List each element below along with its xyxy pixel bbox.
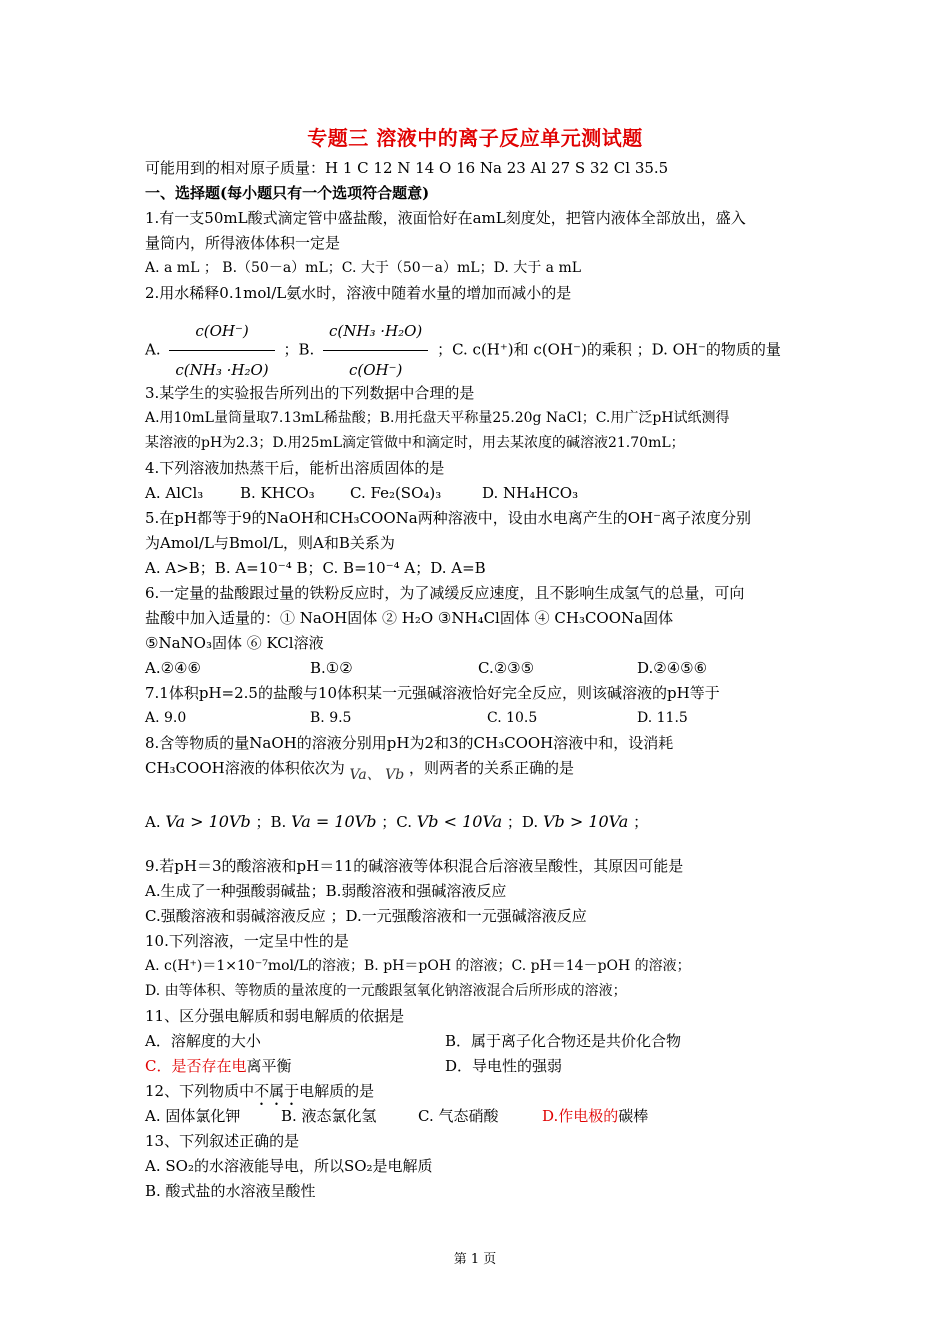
q8-options-end: ； — [633, 813, 649, 831]
q1-stem-line1: 1.有一支50mL酸式滴定管中盛盐酸，液面恰好在amL刻度处，把管内液体全部放出，盛入 — [145, 209, 746, 227]
q3-options-line2: 某溶液的pH为2.3；D.用25mL滴定管做中和滴定时，用去某浓度的碱溶液21.70mL； — [145, 435, 685, 451]
q6-stem-line2: 盐酸中加入适量的：① NaOH固体 ② H₂O ③NH₄Cl固体 ④ CH₃COONa固体 — [145, 609, 674, 627]
q8-options — [145, 812, 648, 832]
q8-option-b-label: ；B. — [255, 813, 287, 831]
q8-stem-line1: 8.含等物质的量NaOH的溶液分别用pH为2和3的CH₃COOH溶液中和，设消耗 — [145, 734, 674, 752]
q11-stem: 11、区分强电解质和弱电解质的依据是 — [145, 1007, 405, 1025]
q4-option-d: D. NH₄HCO₃ — [482, 484, 579, 502]
q12-stem — [145, 1081, 374, 1109]
q9-options-line2: C.强酸溶液和弱碱溶液反应 ；D.一元强酸溶液和一元强碱溶液反应 — [145, 907, 587, 925]
q8-option-b-formula: Va = 10Vb — [291, 812, 377, 831]
q2-option-a-label: A. — [145, 340, 161, 359]
q12-option-d-highlight: D.作电极的 — [542, 1107, 619, 1125]
q8-option-a-label: A. — [145, 813, 161, 831]
q11-option-a: A．溶解度的大小 — [145, 1032, 261, 1050]
q8-option-d-label: ；D. — [506, 813, 539, 831]
q12-option-d-rest: 碳棒 — [618, 1107, 649, 1125]
q2-option-a-numerator: c(OH⁻) — [169, 314, 274, 351]
q8-stem-line2 — [145, 758, 575, 783]
q2-options — [145, 314, 781, 387]
q6-option-a: A.②④⑥ — [145, 659, 201, 677]
q2-option-b-numerator: c(NH₃ ·H₂O) — [323, 314, 428, 351]
q3-stem: 3.某学生的实验报告所列出的下列数据中合理的是 — [145, 384, 475, 402]
q1-stem-line2: 量筒内，所得液体体积一定是 — [145, 234, 341, 252]
q9-options-line1: A.生成了一种强酸弱碱盐；B.弱酸溶液和强碱溶液反应 — [145, 882, 507, 900]
q7-option-c: C. 10.5 — [487, 710, 538, 726]
q2-option-b-label: ；B. — [283, 340, 315, 359]
q8-option-a-formula: Va > 10Vb — [165, 812, 251, 831]
q5-stem-line1: 5.在pH都等于9的NaOH和CH₃COONa两种溶液中，设由水电离产生的OH⁻离子浓度分别 — [145, 509, 751, 527]
q6-option-d: D.②④⑤⑥ — [637, 659, 708, 677]
q12-stem-start: 12、下列物质中 — [145, 1082, 255, 1100]
q12-option-b: B. 液态氯化氢 — [281, 1107, 377, 1125]
q1-options: A. a mL ； B.（50－a）mL；C. 大于（50－a）mL；D. 大于 a mL — [145, 260, 582, 276]
q4-option-a: A. AlCl₃ — [145, 484, 204, 502]
q11-option-c — [145, 1056, 292, 1076]
q7-option-d: D. 11.5 — [637, 710, 688, 726]
q6-stem-line1: 6.一定量的盐酸跟过量的铁粉反应时，为了减缓反应速度，且不影响生成氢气的总量，可向 — [145, 584, 745, 602]
q10-options-line2: D. 由等体积、等物质的量浓度的一元酸跟氢氧化钠溶液混合后所形成的溶液； — [145, 983, 627, 999]
section-heading: 一、选择题(每小题只有一个选项符合题意) — [145, 184, 430, 202]
q8-volume-symbols: Va、 Vb — [349, 767, 405, 783]
page-number: 第 1 页 — [453, 1252, 497, 1267]
q4-option-c: C. Fe₂(SO₄)₃ — [350, 484, 442, 502]
q12-option-c: C. 气态硝酸 — [418, 1107, 499, 1125]
q8-stem-end: ，则两者的关系正确的是 — [409, 759, 575, 777]
q6-option-c: C.②③⑤ — [478, 659, 535, 677]
atomic-masses: 可能用到的相对原子质量：H 1 C 12 N 14 O 16 Na 23 Al 27 S 32 Cl 35.5 — [145, 159, 669, 177]
q3-options-line1: A.用10mL量筒量取7.13mL稀盐酸；B.用托盘天平称量25.20g NaCl；C.用广泛pH试纸测得 — [145, 410, 730, 426]
q6-stem-line3: ⑤NaNO₃固体 ⑥ KCl溶液 — [145, 634, 324, 652]
q8-option-c-formula: Vb < 10Va — [416, 812, 503, 831]
q5-stem-line2: 为Amol/L与Bmol/L，则A和B关系为 — [145, 534, 395, 552]
q11-option-d: D．导电性的强弱 — [445, 1057, 563, 1075]
q8-option-d-formula: Vb > 10Va — [542, 812, 629, 831]
q5-options: A. A>B；B. A=10⁻⁴ B；C. B=10⁻⁴ A；D. A=B — [145, 559, 486, 577]
q12-option-a: A. 固体氯化钾 — [145, 1107, 241, 1125]
q2-options-rest: ；C. c(H⁺)和 c(OH⁻)的乘积 ；D. OH⁻的物质的量 — [437, 340, 781, 359]
q7-option-a: A. 9.0 — [145, 710, 187, 726]
q11-option-b: B．属于离子化合物还是共价化合物 — [445, 1032, 682, 1050]
q4-stem: 4.下列溶液加热蒸干后，能析出溶质固体的是 — [145, 459, 445, 477]
q6-option-b: B.①② — [310, 659, 353, 677]
q2-option-a-fraction — [169, 314, 274, 387]
q12-option-d — [542, 1106, 648, 1126]
q12-stem-end: 电解质的是 — [299, 1082, 375, 1100]
q10-stem: 10.下列溶液，一定呈中性的是 — [145, 932, 349, 950]
q13-stem: 13、下列叙述正确的是 — [145, 1132, 300, 1150]
q2-option-b-fraction — [323, 314, 428, 387]
q2-stem: 2.用水稀释0.1mol/L氨水时，溶液中随着水量的增加而减小的是 — [145, 284, 572, 302]
q9-stem: 9.若pH＝3的酸溶液和pH＝11的碱溶液等体积混合后溶液呈酸性，其原因可能是 — [145, 857, 684, 875]
q13-option-b: B. 酸式盐的水溶液呈酸性 — [145, 1182, 316, 1200]
q13-option-a: A. SO₂的水溶液能导电，所以SO₂是电解质 — [145, 1157, 433, 1175]
q12-stem-emphasis: 不属于 — [254, 1082, 300, 1100]
q2-option-a-denominator: c(NH₃ ·H₂O) — [175, 361, 269, 379]
q11-option-c-rest: 离平衡 — [246, 1057, 292, 1075]
q8-stem-text: CH₃COOH溶液的体积依次为 — [145, 759, 345, 777]
q10-options-line1: A. c(H⁺)＝1×10⁻⁷mol/L的溶液；B. pH＝pOH 的溶液；C. pH＝14－pOH 的溶液； — [145, 958, 691, 974]
q2-option-b-denominator: c(OH⁻) — [348, 361, 403, 379]
q8-option-c-label: ；C. — [381, 813, 412, 831]
q4-option-b: B. KHCO₃ — [240, 484, 315, 502]
q7-option-b: B. 9.5 — [310, 710, 352, 726]
page-title: 专题三 溶液中的离子反应单元测试题 — [307, 126, 643, 150]
q7-stem: 7.1体积pH=2.5的盐酸与10体积某一元强碱溶液恰好完全反应，则该碱溶液的pH等于 — [145, 684, 720, 702]
q11-option-c-highlight: C．是否存在电 — [145, 1057, 247, 1075]
